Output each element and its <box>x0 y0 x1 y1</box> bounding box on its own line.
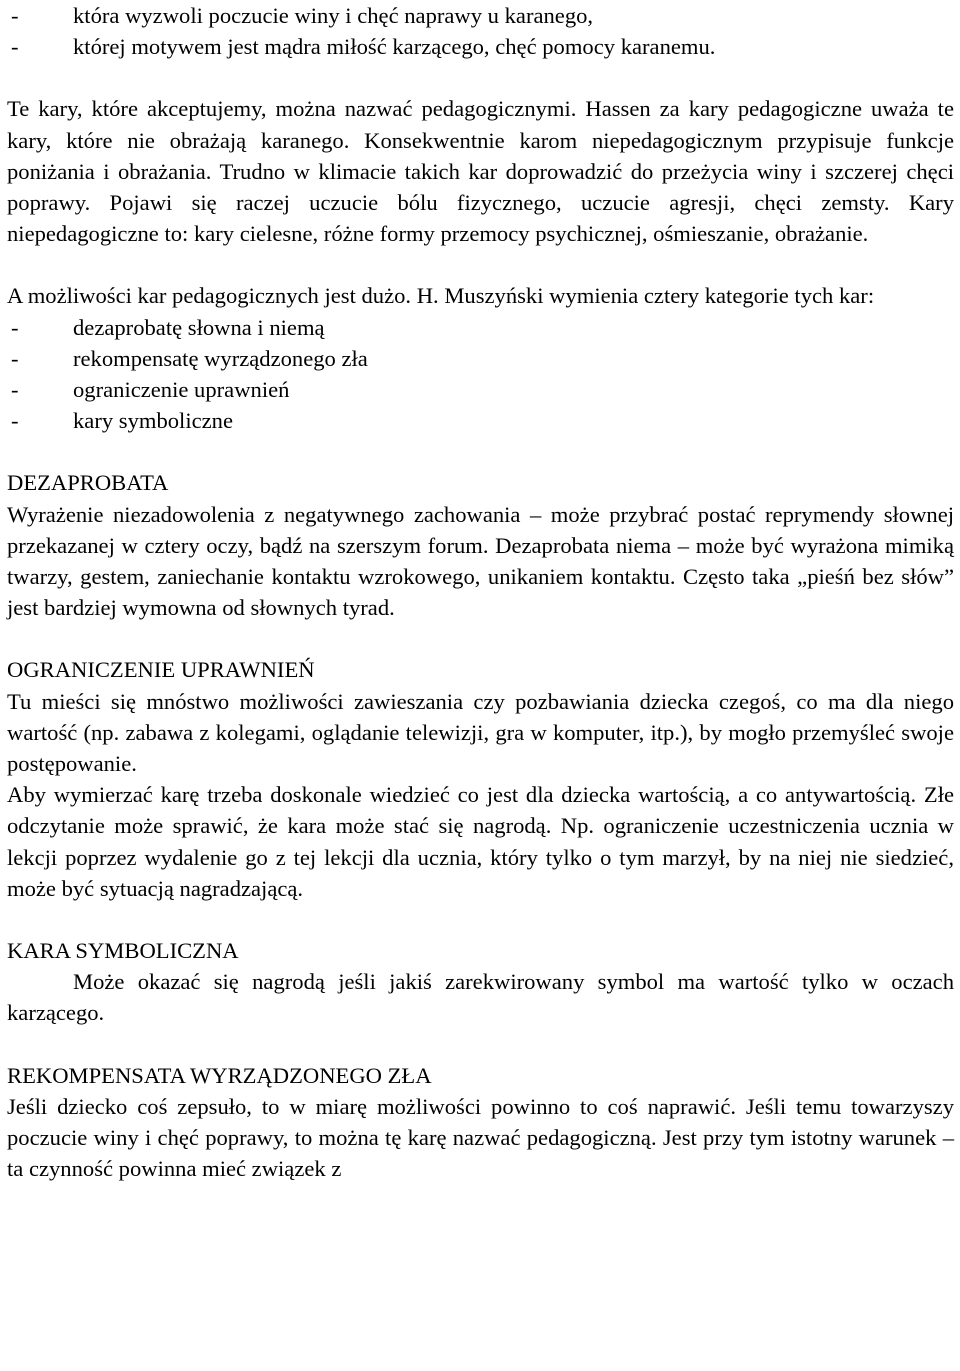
list-item-text: która wyzwoli poczucie winy i chęć naprawy u karanego, <box>73 3 594 28</box>
spacer <box>7 1029 954 1060</box>
list-item <box>7 312 954 343</box>
spacer <box>7 62 954 93</box>
spacer <box>7 249 954 280</box>
section-text: Tu mieści się mnóstwo możliwości zawieszania czy pozbawiania dziecka czegoś, co ma dla niego wartość (np. zabawa z kolegami, oglądanie telewizji, gra w komputer, itp.), by mogło przemyśleć swoje postępowanie. <box>7 688 954 777</box>
top-list <box>7 0 954 62</box>
section-text: Aby wymierzać karę trzeba doskonale wiedzieć co jest dla dziecka wartością, a co antywartością. Złe odczytanie może sprawić, że kara może stać się nagrodą. Np. ograniczenie uczestniczenia ucznia w lekcji poprzez wydalenie go z tej lekcji dla ucznia, który tylko o tym marzył, by na niej nie siedzieć, może być sytuacją nagradzającą. <box>7 782 954 901</box>
section-heading: DEZAPROBATA <box>7 470 169 496</box>
section-text: Jeśli dziecko coś zepsuło, to w miarę możliwości powinno to coś naprawić. Jeśli temu towarzyszy poczucie winy i chęć poprawy, to można tę karę nazwać pedagogiczną. Jest przy tym istotny warunek – ta czynność powinna mieć związek z <box>7 1093 954 1182</box>
list-dash: - <box>11 408 19 434</box>
section-symboliczna <box>7 935 954 1029</box>
paragraph-pedagogical: Te kary, które akceptujemy, można nazwać pedagogicznymi. Hassen za kary pedagogiczne uważa te kary, które nie obrażają karanego. Konsekwentnie karom niepedagogicznym przypisuje funkcje poniżania i obrażania. Trudno w klimacie takich kar doprowadzić do przeżycia winy i szczerej chęci poprawy. Pojawi się raczej uczucie bólu fizycznego, uczucie agresji, chęci zemsty. Kary niepedagogiczne to: kary cielesne, różne formy przemocy psychicznej, ośmieszanie, obrażanie. <box>7 96 954 247</box>
list-dash: - <box>11 345 19 371</box>
category-list <box>7 312 954 437</box>
list-dash: - <box>11 314 19 340</box>
paragraph-categories: A możliwości kar pedagogicznych jest dużo. H. Muszyński wymienia cztery kategorie tych kar: <box>7 283 875 309</box>
list-dash: - <box>11 377 19 403</box>
list-item-text: ograniczenie uprawnień <box>73 377 290 403</box>
list-item-text: której motywem jest mądra miłość karzącego, chęć pomocy karanemu. <box>73 34 716 60</box>
section-heading: KARA SYMBOLICZNA <box>7 938 239 964</box>
section-text: Wyrażenie niezadowolenia z negatywnego zachowania – może przybrać postać reprymendy słownej przekazanej w cztery oczy, bądź na szerszym forum. Dezaprobata niema – może być wyrażona mimiką twarzy, gestem, zaniechanie kontaktu wzrokowego, unikaniem kontaktu. Często taka „pieśń bez słów” jest bardziej wymowna od słownych tyrad. <box>7 501 954 621</box>
list-item <box>7 0 954 31</box>
section-heading: OGRANICZENIE UPRAWNIEŃ <box>7 657 315 683</box>
section-heading: REKOMPENSATA WYRZĄDZONEGO ZŁA <box>7 1062 432 1088</box>
list-dash: - <box>11 34 19 60</box>
list-item <box>7 31 954 62</box>
section-dezaprobata <box>7 467 954 623</box>
list-item-text: kary symboliczne <box>73 408 233 434</box>
list-item <box>7 405 954 436</box>
section-rekompensata <box>7 1060 954 1185</box>
list-item-text: rekompensatę wyrządzonego zła <box>73 345 368 371</box>
section-text: Może okazać się nagrodą jeśli jakiś zarekwirowany symbol ma wartość tylko w oczach karzącego. <box>7 969 954 1026</box>
spacer <box>7 623 954 654</box>
list-item-text: dezaprobatę słowna i niemą <box>73 314 325 340</box>
section-ograniczenie <box>7 654 954 904</box>
list-item <box>7 343 954 374</box>
list-dash: - <box>11 3 19 28</box>
list-item <box>7 374 954 405</box>
spacer <box>7 436 954 467</box>
spacer <box>7 904 954 935</box>
